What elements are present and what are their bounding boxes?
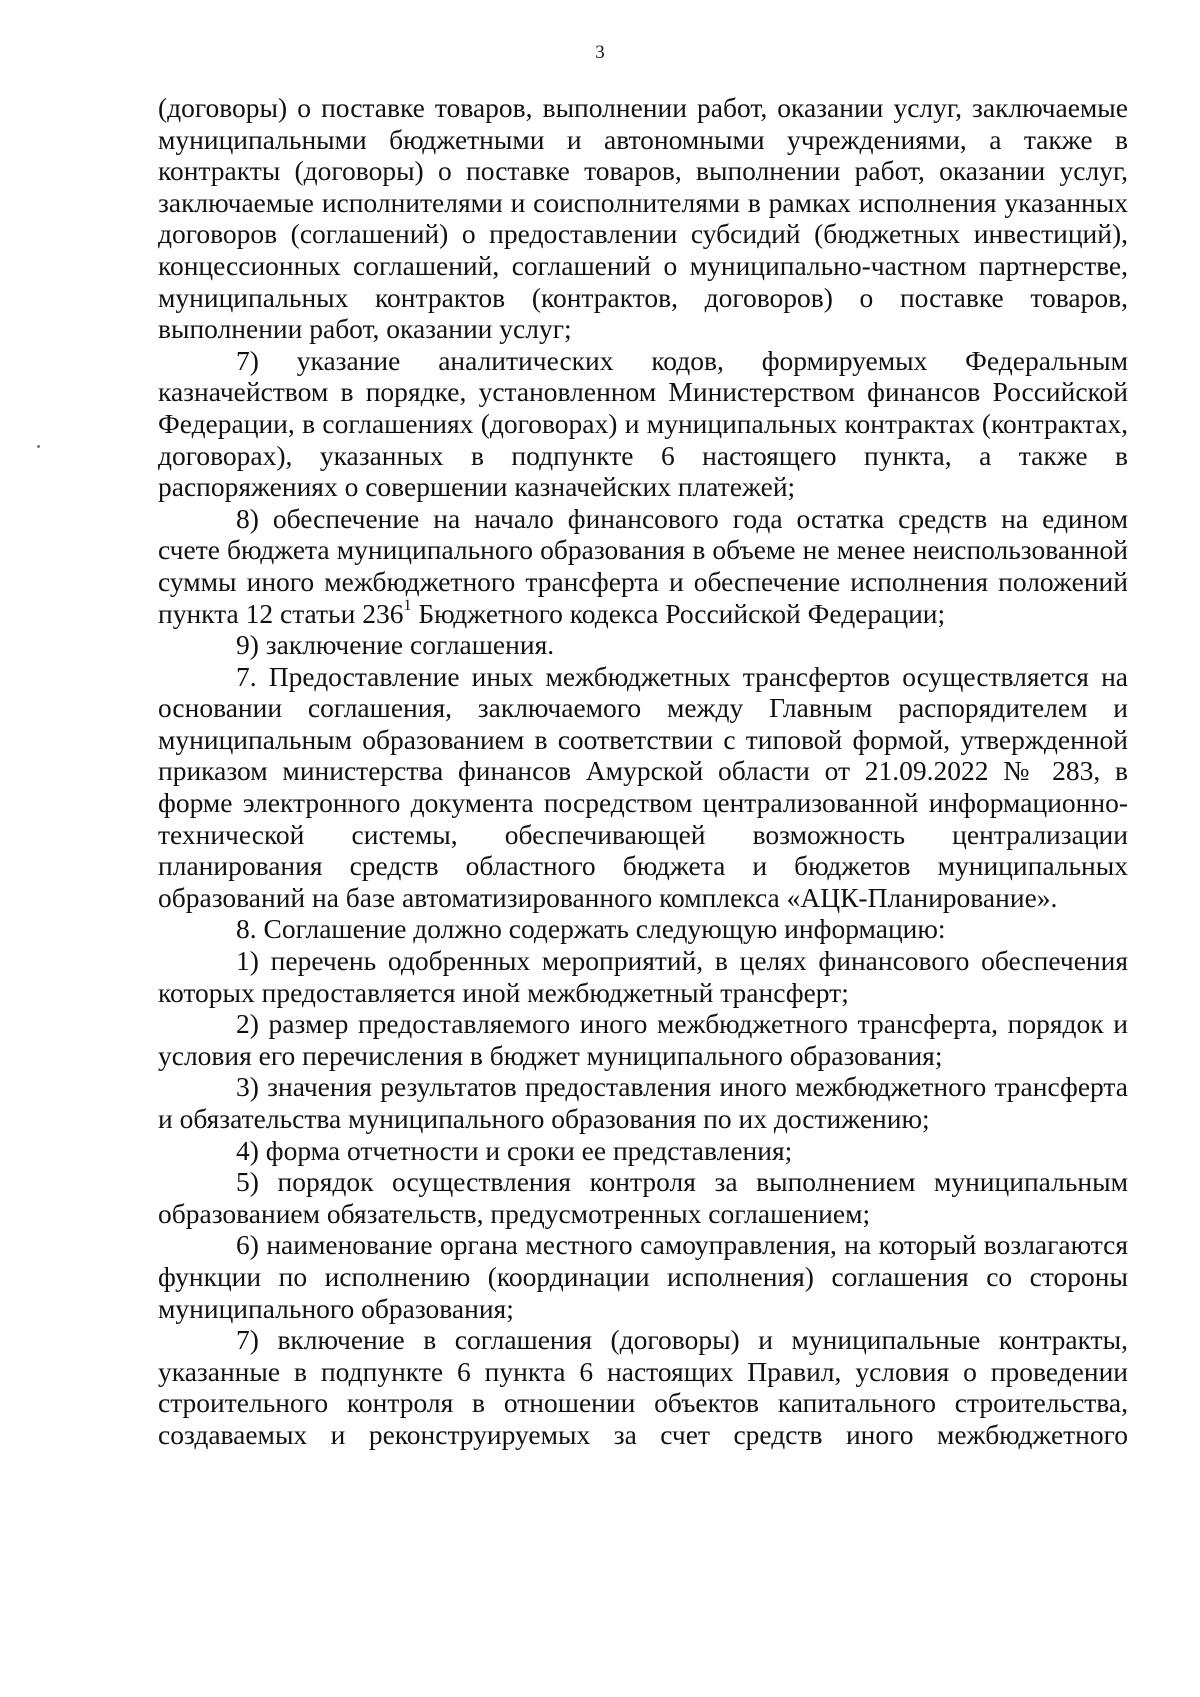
paragraph-item-8-text-before: 8) обеспечение на начало финансового года остатка средств на едином счете бюджета муниципального образования в объеме не менее неиспользованной суммы иного межбюджетного трансферта и обеспечение исполнения положений пункта 12 статьи 236 [158, 502, 1128, 629]
paragraph-list-item-6: 6) наименование органа местного самоуправления, на который возлагаются функции по исполнению (координации исполнения) соглашения со стороны муниципального образования; [158, 1229, 1128, 1324]
paragraph-list-item-7: 7) включение в соглашения (договоры) и муниципальные контракты, указанные в подпункте 6 пункта 6 настоящих Правил, условия о проведении строительного контроля в отношении объектов капитального строительства, создаваемых и реконструируемых за счет средств иного межбюджетного [158, 1324, 1128, 1450]
paragraph-item-8-text-after: Бюджетного кодекса Российской Федерации; [411, 597, 946, 629]
paragraph-clause-8: 8. Соглашение должно содержать следующую информацию: [236, 913, 946, 945]
document-body [158, 92, 1128, 1451]
paragraph-list-item-2: 2) размер предоставляемого иного межбюджетного трансферта, порядок и условия его перечисления в бюджет муниципального образования; [158, 1008, 1128, 1071]
paragraph-item-8-balance [158, 503, 1128, 629]
page-number: 3 [595, 42, 605, 63]
paragraph-list-item-3: 3) значения результатов предоставления иного межбюджетного трансферта и обязательства муниципального образования по их достижению; [158, 1071, 1128, 1134]
paragraph-item-9-agreement: 9) заключение соглашения. [236, 629, 555, 661]
paragraph-list-item-1: 1) перечень одобренных мероприятий, в целях финансового обеспечения которых предоставляется иной межбюджетный трансферт; [158, 945, 1128, 1008]
paragraph-item-7-analytic-codes: 7) указание аналитических кодов, формируемых Федеральным казначейством в порядке, установленном Министерством финансов Российской Федерации, в соглашениях (договорах) и муниципальных контрактах (контрактах, договорах), указанных в подпункте 6 настоящего пункта, а также в распоряжениях о совершении казначейских платежей; [158, 344, 1128, 503]
paragraph-clause-7: 7. Предоставление иных межбюджетных трансфертов осуществляется на основании соглашения, заключаемого между Главным распорядителем и муниципальным образованием в соответствии с типовой формой, утвержденной приказом министерства финансов Амурской области от 21.09.2022 № 283, в форме электронного документа посредством централизованной информационно-технической системы, обеспечивающей возможность централизации планирования средств областного бюджета и бюджетов муниципальных образований на базе автоматизированного комплекса «АЦК-Планирование». [158, 660, 1128, 913]
superscript: 1 [403, 597, 412, 615]
paragraph-list-item-4: 4) форма отчетности и сроки ее представления; [236, 1134, 793, 1166]
paragraph-continuation: (договоры) о поставке товаров, выполнении работ, оказании услуг, заключаемые муниципальными бюджетными и автономными учреждениями, а также в контракты (договоры) о поставке товаров, выполнении работ, оказании услуг, заключаемые исполнителями и соисполнителями в рамках исполнения указанных договоров (соглашений) о предоставлении субсидий (бюджетных инвестиций), концессионных соглашений, соглашений о муниципально-частном партнерстве, муниципальных контрактов (контрактов, договоров) о поставке товаров, выполнении работ, оказании услуг; [158, 92, 1128, 345]
scan-speck [37, 445, 40, 448]
paragraph-list-item-5: 5) порядок осуществления контроля за выполнением муниципальным образованием обязательств, предусмотренных соглашением; [158, 1166, 1128, 1229]
